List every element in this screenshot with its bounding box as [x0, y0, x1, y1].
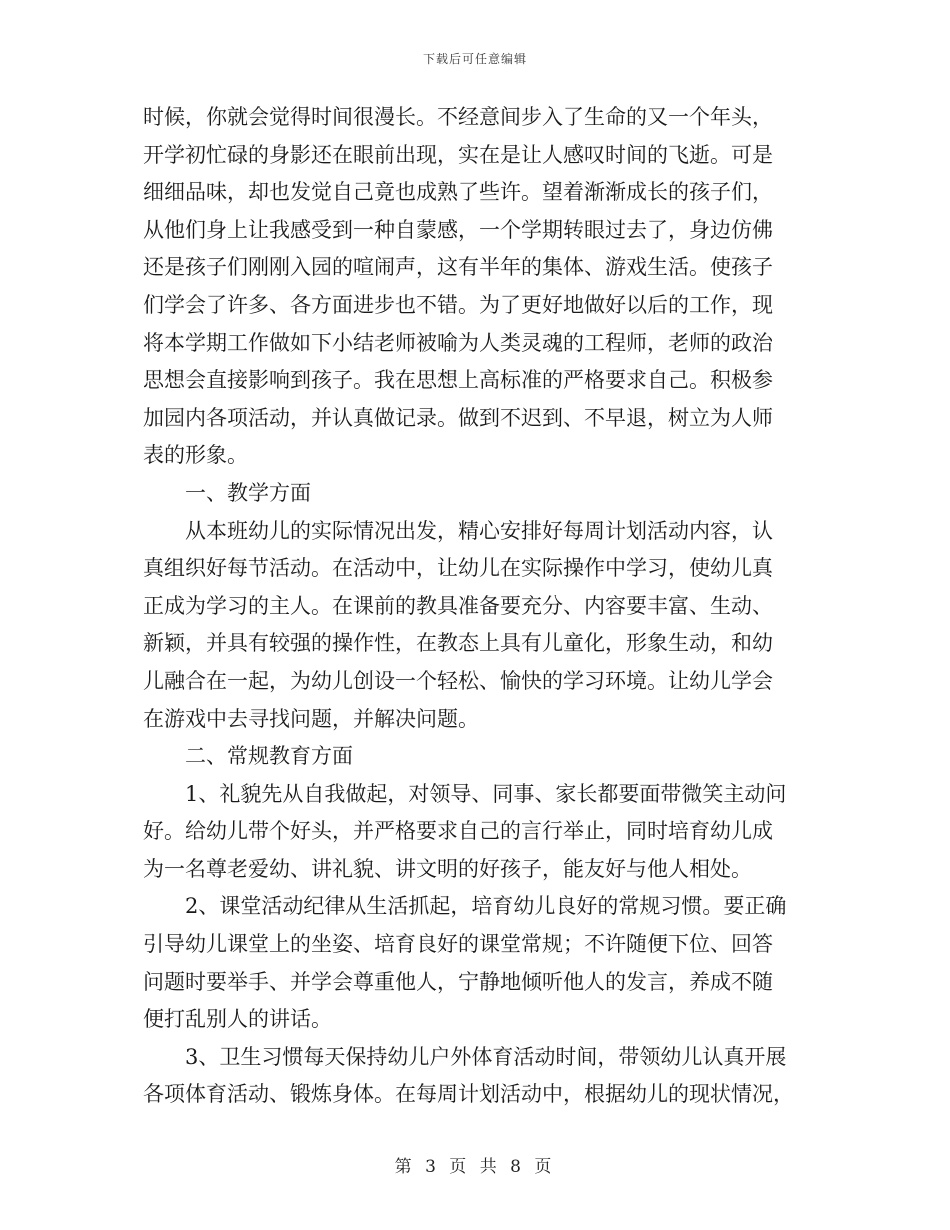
text-line: 3、卫生习惯每天保持幼儿户外体育活动时间，带领幼儿认真开展 — [185, 1044, 787, 1069]
text-line: 时候，你就会觉得时间很漫长。不经意间步入了生命的又一个年头， — [143, 105, 773, 129]
text-line: 问题时要举手、并学会尊重他人，宁静地倾听他人的发言，养成不随 — [143, 969, 773, 994]
text-line: 真组织好每节活动。在活动中，让幼儿在实际操作中学习，使幼儿真 — [143, 556, 773, 581]
text-line: 细细品味，却也发觉自己竟也成熟了些许。望着渐渐成长的孩子们， — [143, 180, 773, 205]
text-line: 从本班幼儿的实际情况出发，精心安排好每周计划活动内容，认 — [185, 518, 773, 543]
text-line: 还是孩子们刚刚入园的喧闹声，这有半年的集体、游戏生活。使孩子 — [143, 255, 773, 280]
text-line: 二、常规教育方面 — [185, 744, 353, 769]
text-line: 2、课堂活动纪律从生活抓起，培育幼儿良好的常规习惯。要正确 — [185, 894, 787, 919]
text-line: 从他们身上让我感受到一种自蒙感，一个学期转眼过去了，身边仿佛 — [143, 217, 773, 242]
page-number-footer: 第 3 页 共 8 页 — [394, 1157, 556, 1177]
text-line: 引导幼儿课堂上的坐姿、培育良好的课堂常规；不许随便下位、回答 — [143, 932, 773, 957]
text-line: 正成为学习的主人。在课前的教具准备要充分、内容要丰富、生动、 — [143, 593, 773, 618]
text-line: 为一名尊老爱幼、讲礼貌、讲文明的好孩子，能友好与他人相处。 — [143, 856, 752, 881]
text-line: 1、礼貌先从自我做起，对领导、同事、家长都要面带微笑主动问 — [185, 781, 787, 806]
text-line: 开学初忙碌的身影还在眼前出现，实在是让人感叹时间的飞逝。可是 — [143, 142, 773, 167]
text-line: 将本学期工作做如下小结老师被喻为人类灵魂的工程师，老师的政治 — [143, 330, 773, 355]
text-line: 表的形象。 — [143, 443, 248, 468]
text-line: 一、教学方面 — [185, 480, 311, 505]
page-header-note: 下载后可任意编辑 — [422, 52, 527, 66]
text-line: 好。给幼儿带个好头，并严格要求自己的言行举止，同时培育幼儿成 — [143, 819, 773, 844]
text-line: 加园内各项活动，并认真做记录。做到不迟到、不早退，树立为人师 — [143, 405, 773, 430]
text-line: 们学会了许多、各方面进步也不错。为了更好地做好以后的工作，现 — [143, 292, 773, 317]
text-line: 便打乱别人的讲话。 — [143, 1007, 332, 1032]
text-line: 儿融合在一起，为幼儿创设一个轻松、愉快的学习环境。让幼儿学会 — [143, 668, 773, 693]
text-line: 思想会直接影响到孩子。我在思想上高标准的严格要求自己。积极参 — [143, 368, 773, 393]
document-body — [143, 99, 807, 1114]
text-line: 在游戏中去寻找问题，并解决问题。 — [143, 706, 479, 731]
text-line: 各项体育活动、锻炼身体。在每周计划活动中，根据幼儿的现状情况， — [143, 1082, 794, 1107]
text-line: 新颖，并具有较强的操作性，在教态上具有儿童化，形象生动，和幼 — [143, 631, 773, 656]
